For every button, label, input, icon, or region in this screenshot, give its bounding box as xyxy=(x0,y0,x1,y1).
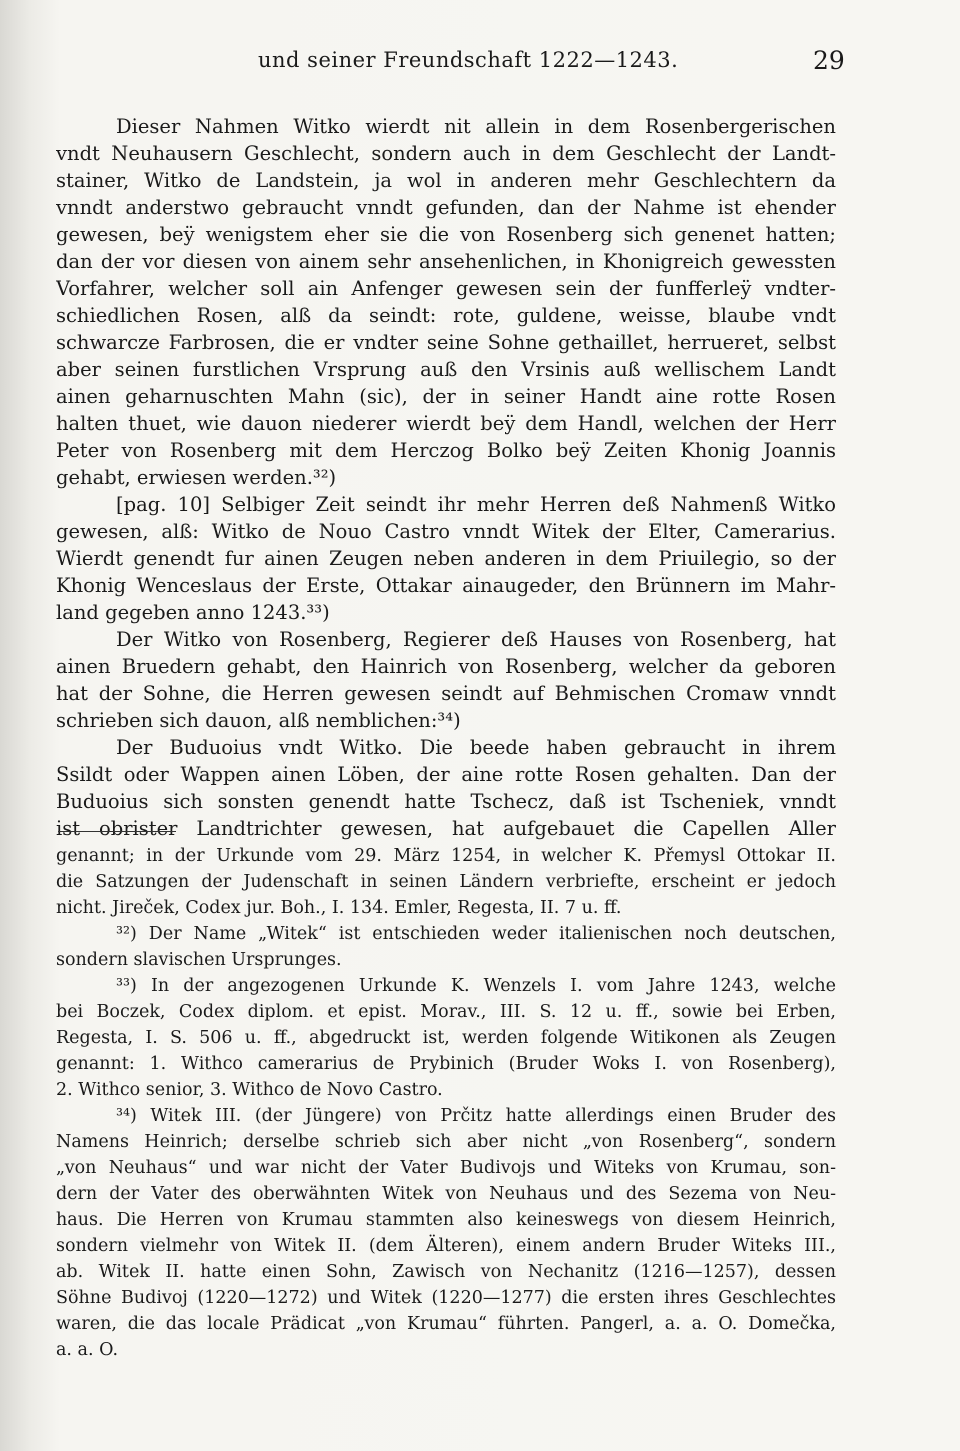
text-line: land gegeben anno 1243.³³) xyxy=(56,601,330,624)
text-line: vndt Neuhausern Geschlecht, sondern auch in dem Geschlecht der Landt- xyxy=(56,142,836,165)
text-line: gewesen, alß: Witko de Nouo Castro vnndt Witek der Elter, Camerarius. xyxy=(56,520,836,543)
text-line: stainer, Witko de Landstein, ja wol in anderen mehr Geschlechtern da xyxy=(56,169,836,192)
footnote-line: bei Boczek, Codex diplom. et epist. Morav., III. S. 12 u. ff., sowie bei Erben, xyxy=(56,1002,836,1022)
text-line: Dieser Nahmen Witko wierdt nit allein in dem Rosenbergerischen xyxy=(116,115,836,138)
text-line: schrieben sich dauon, alß nemblichen:³⁴) xyxy=(56,709,461,732)
text-line: Der Witko von Rosenberg, Regierer deß Hauses von Rosenberg, hat xyxy=(116,628,836,651)
footnote-divider xyxy=(58,831,176,832)
footnote-line: ³⁴) Witek III. (der Jüngere) von Prčitz hatte allerdings einen Bruder des xyxy=(116,1106,836,1126)
footnote-line: a. a. O. xyxy=(56,1340,119,1360)
text-line: Der Buduoius vndt Witko. Die beede haben gebraucht in ihrem xyxy=(116,736,836,759)
running-title: und seiner Freundschaft 1222—1243. xyxy=(258,48,679,72)
text-line: gehabt, erwiesen werden.³²) xyxy=(56,466,337,489)
footnote-line: waren, die das locale Prädicat „von Krumau“ führten. Pangerl, a. a. O. Domečka, xyxy=(56,1314,836,1334)
text-line: hat der Sohne, die Herren gewesen seindt auf Behmischen Cromaw vnndt xyxy=(56,682,836,705)
text-line: schwarcze Farbrosen, die er vndter seine Sohne gethaillet, herrueret, selbst xyxy=(56,331,836,354)
text-line: halten thuet, wie dauon niederer wierdt beÿ dem Handl, welchen der Herr xyxy=(56,412,836,435)
footnote-line: „von Neuhaus“ und war nicht der Vater Budivojs und Witeks von Krumau, son- xyxy=(56,1158,836,1178)
footnote-line: 2. Withco senior, 3. Withco de Novo Castro. xyxy=(56,1080,443,1100)
footnote-line: ab. Witek II. hatte einen Sohn, Zawisch von Nechanitz (1216—1257), dessen xyxy=(56,1262,836,1282)
footnote-line: die Satzungen der Judenschaft in seinen Ländern verbriefte, erscheint er jedoch xyxy=(56,872,836,892)
footnote-line: sondern vielmehr von Witek II. (dem Älteren), einem andern Bruder Witeks III., xyxy=(56,1236,836,1256)
text-line: dan der vor diesen von ainem sehr ansehenlichen, in Khonigreich gewessten xyxy=(56,250,836,273)
text-line: Peter von Rosenberg mit dem Herczog Bolko beÿ Zeiten Khonig Joannis xyxy=(56,439,836,462)
text-line: Buduoius sich sonsten genendt hatte Tschecz, daß ist Tscheniek, vnndt xyxy=(56,790,836,813)
text-line: Wierdt genendt fur ainen Zeugen neben anderen in dem Priuilegio, so der xyxy=(56,547,836,570)
text-line: ainen Bruedern gehabt, den Hainrich von Rosenberg, welcher da geboren xyxy=(56,655,836,678)
text-line: Vorfahrer, welcher soll ain Anfenger gewesen sein der funfferleÿ vndter- xyxy=(56,277,836,300)
footnotes xyxy=(56,843,836,1363)
main-text xyxy=(56,113,836,842)
text-line: aber seinen furstlichen Vrsprung auß den Vrsinis auß wellischem Landt xyxy=(56,358,836,381)
footnote-line: nicht. Jireček, Codex jur. Boh., I. 134. Emler, Regesta, II. 7 u. ff. xyxy=(56,898,622,918)
text-line: ainen geharnuschten Mahn (sic), der in seiner Handt aine rotte Rosen xyxy=(56,385,836,408)
running-head xyxy=(0,46,960,76)
text-line: Ssildt oder Wappen ainen Löben, der aine rotte Rosen gehalten. Dan der xyxy=(56,763,836,786)
text-line: Khonig Wenceslaus der Erste, Ottakar ainaugeder, den Brünnern im Mahr- xyxy=(56,574,836,597)
footnote-line: genannt: 1. Withco camerarius de Prybinich (Bruder Woks I. von Rosenberg), xyxy=(56,1054,836,1074)
page-number: 29 xyxy=(813,46,845,75)
footnote-line: genannt; in der Urkunde vom 29. März 1254, in welcher K. Přemysl Ottokar II. xyxy=(56,846,836,866)
footnote-line: Söhne Budivoj (1220—1272) und Witek (1220—1277) die ersten ihres Geschlechtes xyxy=(56,1288,836,1308)
footnote-line: Regesta, I. S. 506 u. ff., abgedruckt ist, werden folgende Witikonen als Zeugen xyxy=(56,1028,836,1048)
text-line: [pag. 10] Selbiger Zeit seindt ihr mehr Herren deß Nahmenß Witko xyxy=(116,493,836,516)
footnote-line: ³²) Der Name „Witek“ ist entschieden weder italienischen noch deutschen, xyxy=(116,924,836,944)
text-line: schiedlichen Rosen, alß da seindt: rote, guldene, weisse, blaube vndt xyxy=(56,304,836,327)
footnote-line: sondern slavischen Ursprunges. xyxy=(56,950,342,970)
footnote-line: dern der Vater des oberwähnten Witek von Neuhaus und des Sezema von Neu- xyxy=(56,1184,836,1204)
footnote-line: haus. Die Herren von Krumau stammten also keineswegs von diesem Heinrich, xyxy=(56,1210,836,1230)
text-line: ist obrister Landtrichter gewesen, hat aufgebauet die Capellen Aller xyxy=(56,817,836,840)
text-line: vnndt anderstwo gebraucht vnndt gefunden, dan der Nahme ist ehender xyxy=(56,196,836,219)
footnote-line: Namens Heinrich; derselbe schrieb sich aber nicht „von Rosenberg“, sondern xyxy=(56,1132,836,1152)
footnote-line: ³³) In der angezogenen Urkunde K. Wenzels I. vom Jahre 1243, welche xyxy=(116,976,836,996)
text-line: gewesen, beÿ wenigstem eher sie die von Rosenberg sich genenet hatten; xyxy=(56,223,836,246)
